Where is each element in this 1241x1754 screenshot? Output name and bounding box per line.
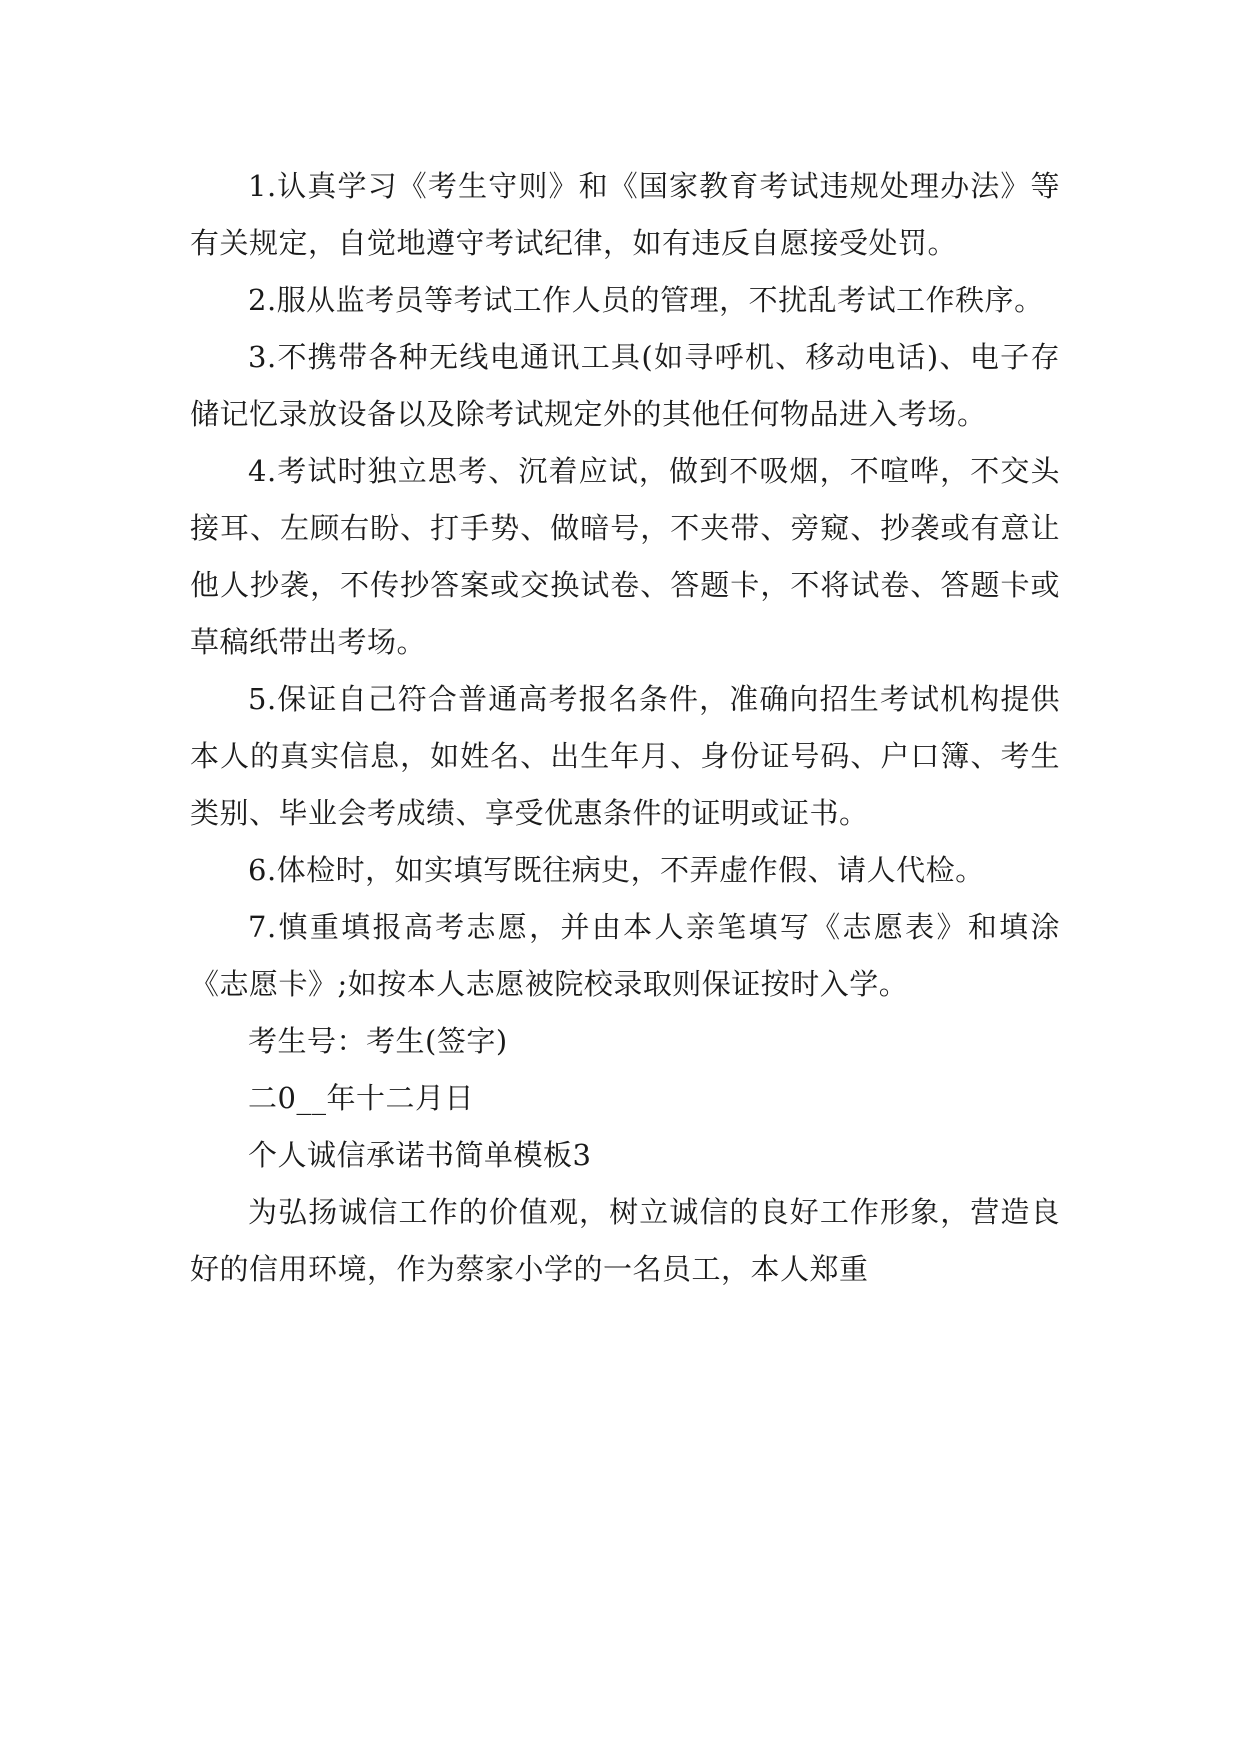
paragraph-rule-4: 4.考试时独立思考、沉着应试，做到不吸烟，不喧哗，不交头接耳、左顾右盼、打手势、做暗号，不夹带、旁窥、抄袭或有意让他人抄袭，不传抄答案或交换试卷、答题卡，不将试卷、答题卡或草稿纸带出考场。: [190, 454, 1060, 659]
paragraph-rule-3: 3.不携带各种无线电通讯工具(如寻呼机、移动电话)、电子存储记忆录放设备以及除考试规定外的其他任何物品进入考场。: [190, 340, 1060, 431]
paragraph-rule-7: 7.慎重填报高考志愿，并由本人亲笔填写《志愿表》和填涂《志愿卡》;如按本人志愿被院校录取则保证按时入学。: [190, 910, 1060, 1001]
paragraph-rule-5: 5.保证自己符合普通高考报名条件，准确向招生考试机构提供本人的真实信息，如姓名、出生年月、身份证号码、户口簿、考生类别、毕业会考成绩、享受优惠条件的证明或证书。: [190, 682, 1060, 830]
date-line: 二0__年十二月日: [248, 1081, 474, 1115]
paragraph-rule-2: 2.服从监考员等考试工作人员的管理，不扰乱考试工作秩序。: [248, 283, 1044, 317]
paragraph-intro: 为弘扬诚信工作的价值观，树立诚信的良好工作形象，营造良好的信用环境，作为蔡家小学的一名员工，本人郑重: [190, 1195, 1060, 1286]
paragraph-rule-1: 1.认真学习《考生守则》和《国家教育考试违规处理办法》等有关规定，自觉地遵守考试纪律，如有违反自愿接受处罚。: [190, 169, 1060, 260]
paragraph-rule-6: 6.体检时，如实填写既往病史，不弄虚作假、请人代检。: [248, 853, 985, 887]
section-heading: 个人诚信承诺书简单模板3: [248, 1138, 592, 1172]
signature-line: 考生号：考生(签字): [248, 1024, 508, 1058]
document-body: [190, 158, 1060, 1298]
